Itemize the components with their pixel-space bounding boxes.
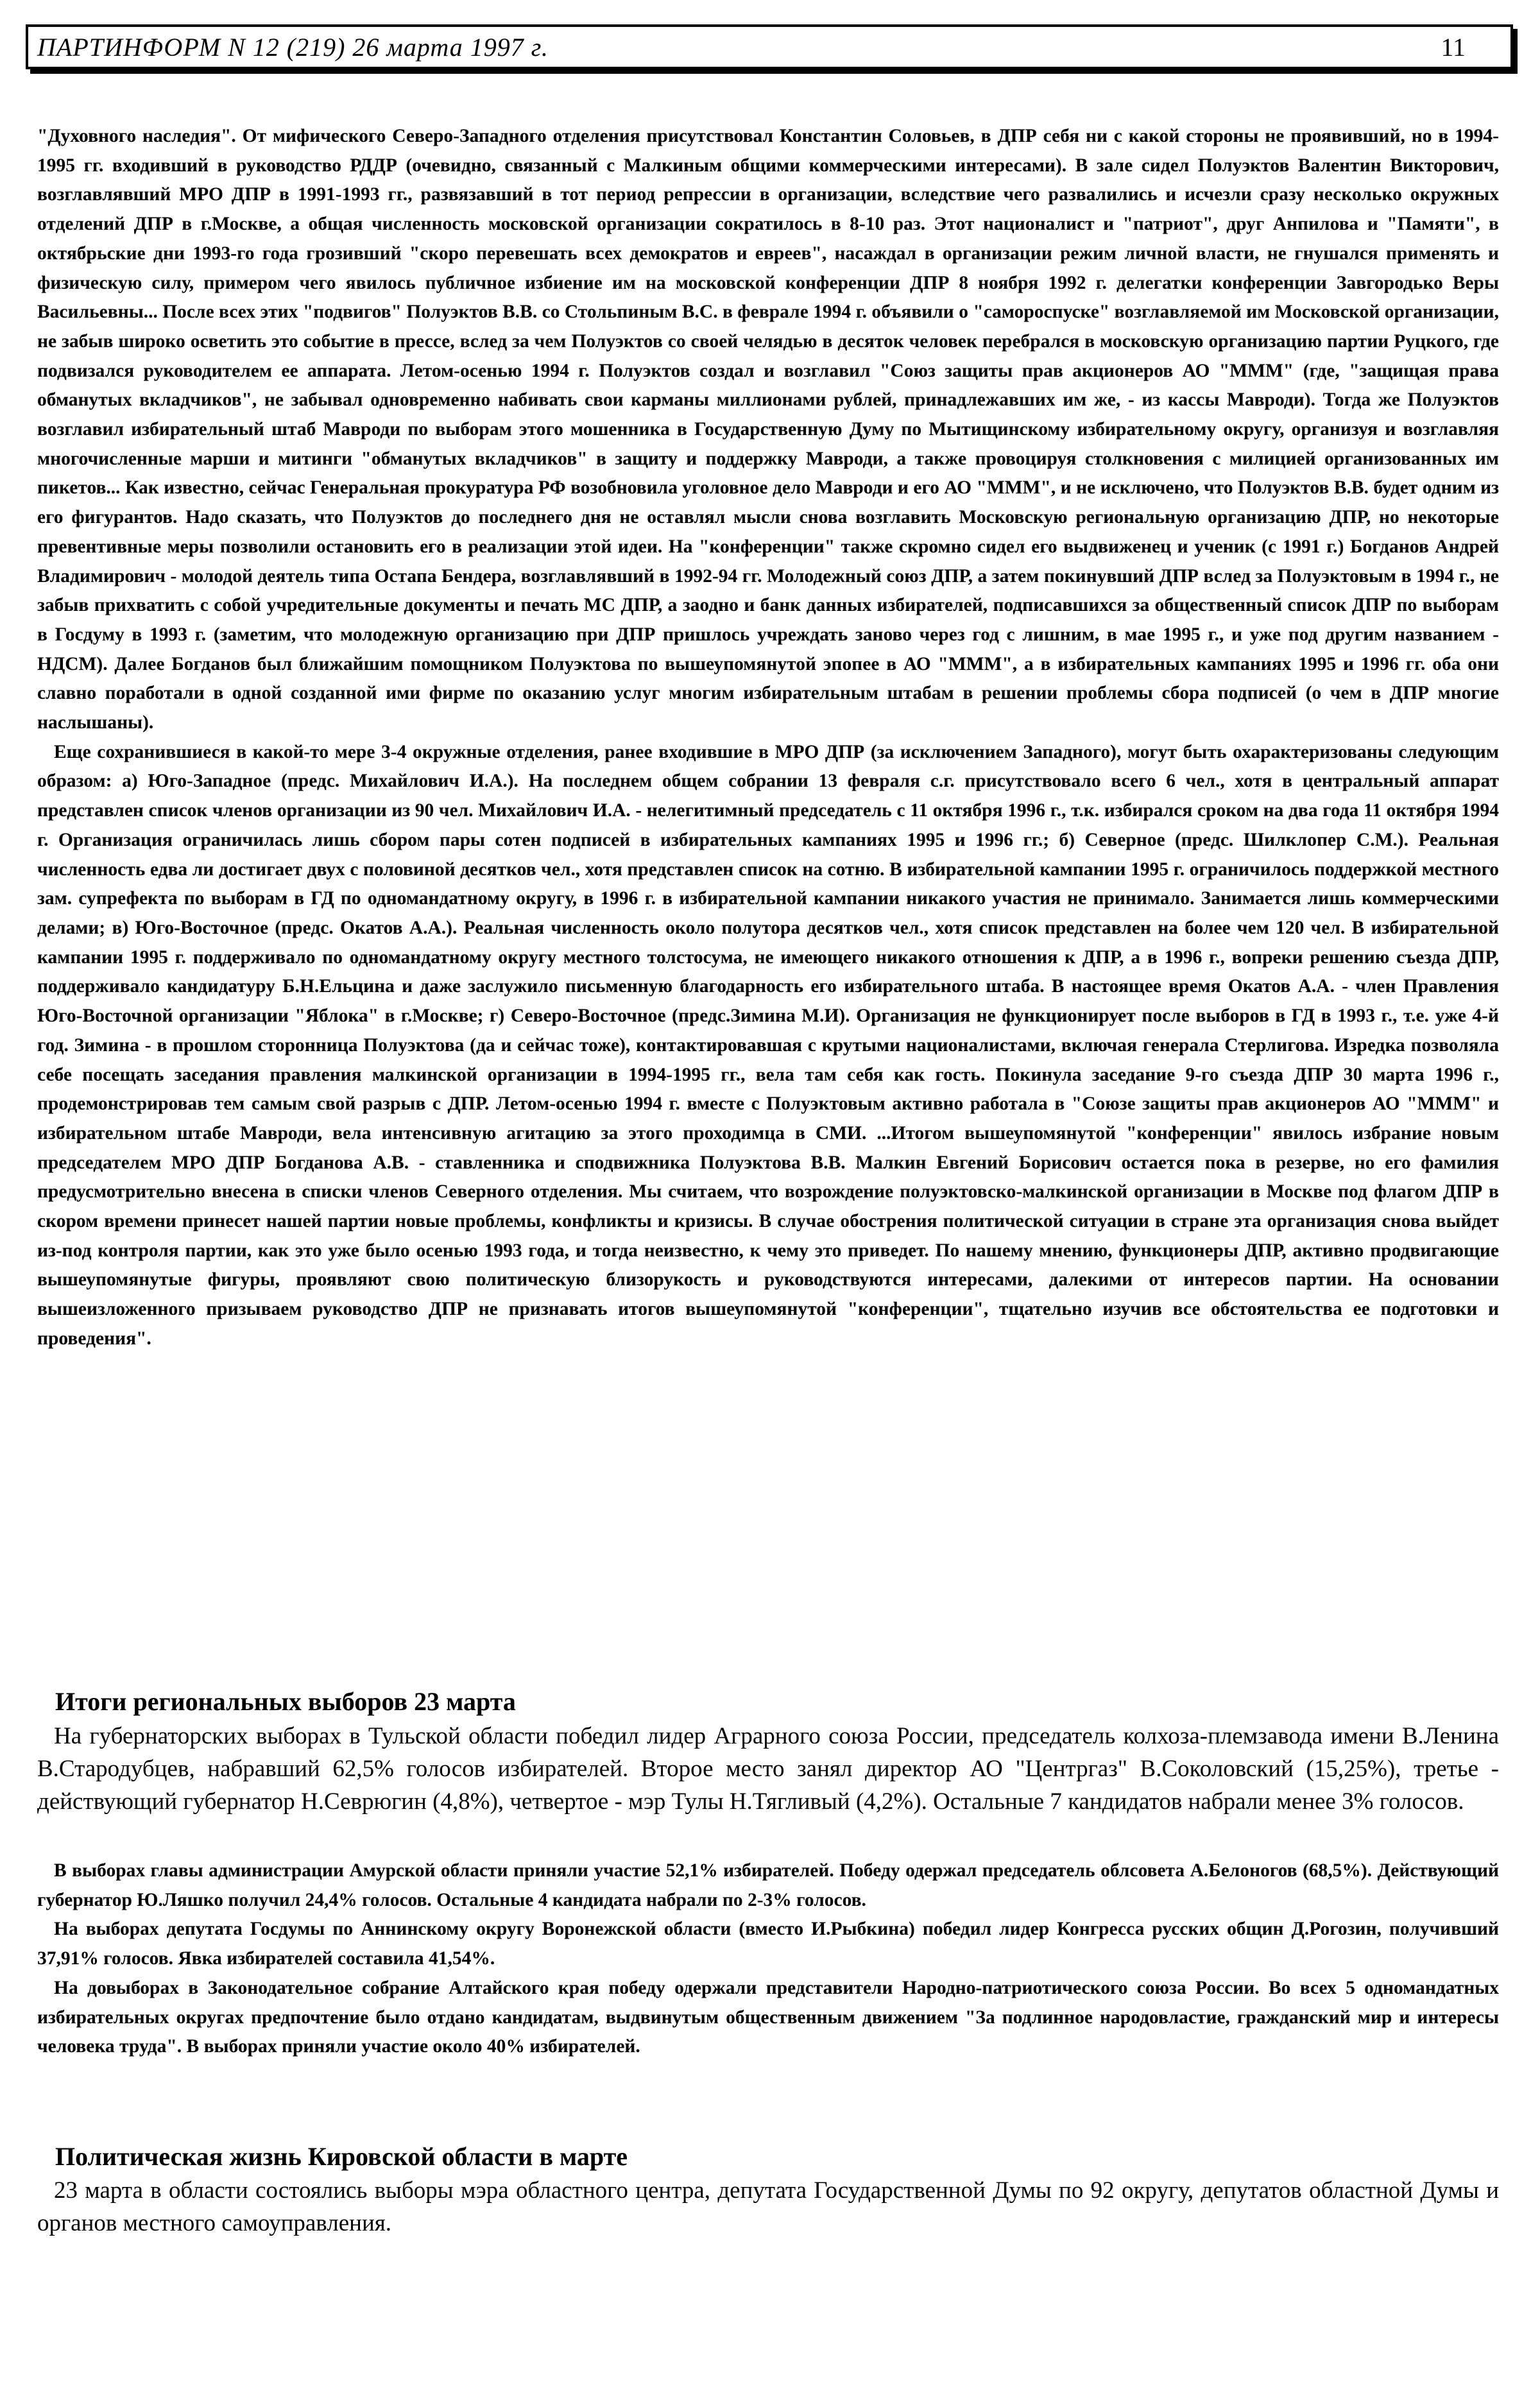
section-title: Политическая жизнь Кировской области в марте bbox=[55, 2142, 628, 2171]
news-items bbox=[37, 1856, 1499, 2062]
publication-title: ПАРТИНФОРМ N 12 (219) 26 марта 1997 г. bbox=[37, 33, 549, 62]
page-header bbox=[26, 24, 1513, 69]
article-paragraph: Еще сохранившиеся в какой-то мере 3-4 окружные отделения, ранее входившие в МРО ДПР (за исключением Западного), могут быть охарактеризованы следующим образом: а) Юго-Западное (предс. Михайлович И.А.). На последнем общем собрании 13 февраля с.г. присутствовало всего 6 чел., хотя в центральный аппарат представлен список членов организации из 90 чел. Михайлович И.А. - нелегитимный председатель с 11 октября 1996 г., т.к. избирался сроком на два года 11 октября 1994 г. Организация ограничилась лишь сбором пары сотен подписей в избирательных кампаниях 1995 и 1996 гг.; б) Северное (предс. Шилклопер С.М.). Реальная численность едва ли достигает двух с половиной десятков чел., хотя представлен список на сотню. В избирательной кампании 1995 г. ограничилось поддержкой местного зам. супрефекта по выборам в ГД по одномандатному округу, в 1996 г. в избирательной кампании никакого участия не принимало. Занимается лишь коммерческими делами; в) Юго-Восточное (предс. Окатов А.А.). Реальная численность около полутора десятков чел., хотя список представлен на более чем 120 чел. В избирательной кампании 1995 г. поддерживало по одномандатному округу местного толстосума, не имеющего никакого отношения к ДПР, а в 1996 г., вопреки решению съезда ДПР, поддерживало кандидатуру Б.Н.Ельцина и даже заслужило письменную благодарность его избирательного штаба. В настоящее время Окатов А.А. - член Правления Юго-Восточной организации "Яблока" в г.Москве; г) Северо-Восточное (предс.Зимина М.И). Организация не функционирует после выборов в ГД в 1993 г., т.е. уже 4-й год. Зимина - в прошлом сторонница Полуэктова (да и сейчас тоже), контактировавшая с крутыми националистами, включая генерала Стерлигова. Изредка позволяла себе посещать заседания правления малкинской организации в 1994-1995 гг., вела там себя как гость. Покинула заседание 9-го съезда ДПР 30 марта 1996 г., продемонстрировав тем самым свой разрыв с ДПР. Летом-осенью 1994 г. вместе с Полуэктовым активно работала в "Союзе защиты прав акционеров АО "МММ" и избирательном штабе Мавроди, вела интенсивную агитацию за этого проходимца в СМИ. ...Итогом вышеупомянутой "конференции" явилось избрание новым председателем МРО ДПР Богданова А.В. - ставленника и сподвижника Полуэктова В.В. Малкин Евгений Борисович остается пока в резерве, но его фамилия предусмотрительно внесена в списки членов Северного отделения. Мы считаем, что возрождение полуэктовско-малкинской организации в Москве под флагом ДПР в скором времени принесет нашей партии новые проблемы, конфликты и кризисы. В случае обострения политической ситуации в стране эта организация снова выйдет из-под контроля партии, как это уже было осенью 1993 года, и тогда неизвестно, к чему это приведет. По нашему мнению, функционеры ДПР, активно продвигающие вышеупомянутые фигуры, проявляют свою политическую близорукость и руководствуются интересами, далекими от интересов партии. На основании вышеизложенного призываем руководство ДПР не признавать итогов вышеупомянутой "конференции", тщательно изучив все обстоятельства ее подготовки и проведения". bbox=[37, 741, 1499, 1349]
page-number: 11 bbox=[1441, 33, 1466, 62]
article-body bbox=[37, 122, 1499, 1354]
article-paragraph: "Духовного наследия". От мифического Северо-Западного отделения присутствовал Константин Соловьев, в ДПР себя ни с какой стороны не проявивший, но в 1994-1995 гг. входивший в руководство РДДР (очевидно, связанный с Малкиным общими коммерческими интересами). В зале сидел Полуэктов Валентин Викторович, возглавлявший МРО ДПР в 1991-1993 гг., развязавший в тот период репрессии в организации, вследствие чего развалились и исчезли сразу несколько окружных отделений ДПР в г.Москве, а общая численность московской организации сократилось в 8-10 раз. Этот националист и "патриот", друг Анпилова и "Памяти", в октябрьские дни 1993-го года грозивший "скоро перевешать всех демократов и евреев", насаждал в организации режим личной власти, не гнушался применять и физическую силу, примером чего явилось публичное избиение им на московской конференции ДПР 8 ноября 1992 г. делегатки конференции Завгородько Веры Васильевны... После всех этих "подвигов" Полуэктов В.В. со Стольпиным В.С. в феврале 1994 г. объявили о "самороспуске" возглавляемой им Московской организации, не забыв широко осветить это событие в прессе, вслед за чем Полуэктов со своей челядью в десяток человек перебрался в московскую организацию партии Руцкого, где подвизался руководителем ее аппарата. Летом-осенью 1994 г. Полуэктов создал и возглавил "Союз защиты прав акционеров АО "МММ" (где, "защищая права обманутых вкладчиков", не забывал одновременно набивать свои карманы миллионами рублей, принадлежавших им же, - из кассы Мавроди). Тогда же Полуэктов возглавил избирательный штаб Мавроди по выборам этого мошенника в Государственную Думу по Мытищинскому избирательному округу, организуя и возглавляя многочисленные марши и митинги "обманутых вкладчиков" в защиту и поддержку Мавроди, а также провоцируя столкновения с милицией организованных им пикетов... Как известно, сейчас Генеральная прокуратура РФ возобновила уголовное дело Мавроди и его АО "МММ", и не исключено, что Полуэктов В.В. будет одним из его фигурантов. Надо сказать, что Полуэктов до последнего дня не оставлял мысли снова возглавить Московскую региональную организацию ДПР, но некоторые превентивные меры позволили остановить его в реализации этой идеи. На "конференции" также скромно сидел его выдвиженец и ученик (с 1991 г.) Богданов Андрей Владимирович - молодой деятель типа Остапа Бендера, возглавлявший в 1992-94 гг. Молодежный союз ДПР, а затем покинувший ДПР вслед за Полуэктовым в 1994 г., не забыв прихватить с собой учредительные документы и печать МС ДПР, а заодно и банк данных избирателей, подписавшихся за общественный список ДПР по выборам в Госдуму в 1993 г. (заметим, что молодежную организацию при ДПР пришлось учреждать заново через год с лишним, в мае 1995 г., и уже под другим названием - НДСМ). Далее Богданов был ближайшим помощником Полуэктова по вышеупомянутой эпопее в АО "МММ", а в избирательных кампаниях 1995 и 1996 гг. оба они славно поработали в одной созданной ими фирме по оказанию услуг многим избирательным штабам в решении проблемы сбора подписей (о чем в ДПР многие наслышаны). bbox=[37, 126, 1499, 733]
section-title: Итоги региональных выборов 23 марта bbox=[55, 1687, 516, 1716]
news-item: На довыборах в Законодательное собрание Алтайского края победу одержали представители Народно-патриотического союза России. Во всех 5 одномандатных избирательных округах предпочтение было отдано кандидатам, выдвинутым общественным движением "За подлинное народовластие, гражданский мир и интересы человека труда". В выборах приняли участие около 40% избирателей. bbox=[37, 1977, 1499, 2057]
news-item: В выборах главы администрации Амурской области приняли участие 52,1% избирателей. Победу одержал председатель облсовета А.Белоногов (68,5%). Действующий губернатор Ю.Ляшко получил 24,4% голосов. Остальные 4 кандидата набрали по 2-3% голосов. bbox=[37, 1860, 1499, 1910]
section-lead: На губернаторских выборах в Тульской области победил лидер Аграрного союза России, председатель колхоза-племзавода имени В.Ленина В.Стародубцев, набравший 62,5% голосов избирателей. Второе место занял директор АО "Центргаз" В.Соколовский (15,25%), третье - действующий губернатор Н.Севрюгин (4,8%), четвертое - мэр Тулы Н.Тягливый (4,2%). Остальные 7 кандидатов набрали менее 3% голосов. bbox=[37, 1723, 1499, 1815]
news-item: На выборах депутата Госдумы по Аннинскому округу Воронежской области (вместо И.Рыбкина) победил лидер Конгресса русских общин Д.Рогозин, получивший 37,91% голосов. Явка избирателей составила 41,54%. bbox=[37, 1919, 1499, 1969]
section-lead: 23 марта в области состоялись выборы мэра областного центра, депутата Государственной Думы по 92 округу, депутатов областной Думы и органов местного самоуправления. bbox=[37, 2177, 1499, 2236]
